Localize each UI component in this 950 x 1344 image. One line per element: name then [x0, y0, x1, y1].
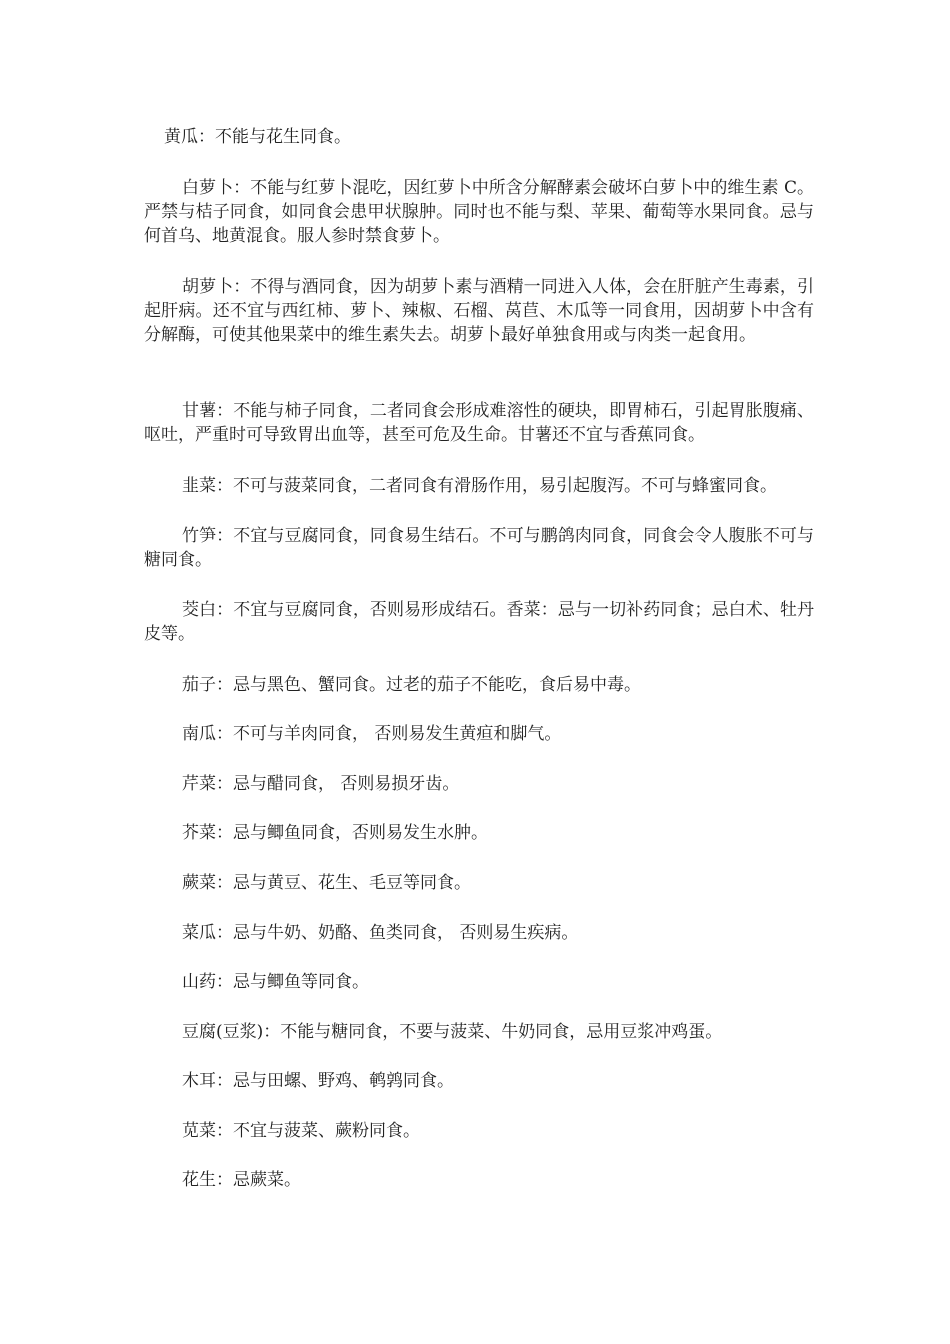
paragraph-mustard: 芥菜：忌与鲫鱼同食，否则易发生水肿。 [182, 823, 488, 843]
paragraph-water-bamboo: 茭白：不宜与豆腐同食，否则易形成结石。香菜：忌与一切补药同食；忌白术、牡丹皮等。 [144, 600, 814, 644]
paragraph-wood-ear: 木耳：忌与田螺、野鸡、鹌鹑同食。 [182, 1071, 454, 1091]
paragraph-bamboo-shoot: 竹笋：不宜与豆腐同食，同食易生结石。不可与鹏鸽肉同食，同食会令人腹胀不可与糖同食。 [144, 526, 814, 570]
paragraph-carrot: 胡萝卜：不得与酒同食，因为胡萝卜素与酒精一同进入人体，会在肝脏产生毒素，引起肝病。还不宜与西红柿、萝卜、辣椒、石榴、莴苣、木瓜等一同食用，因胡萝卜中含有分解酶，可使其他果菜中的维生素失去。胡萝卜最好单独食用或与肉类一起食用。 [144, 277, 814, 345]
paragraph-pumpkin: 南瓜：不可与羊肉同食， 否则易发生黄疸和脚气。 [182, 724, 562, 744]
paragraph-celery: 芹菜：忌与醋同食， 否则易损牙齿。 [182, 774, 460, 794]
paragraph-sweet-potato: 甘薯：不能与柿子同食，二者同食会形成难溶性的硬块，即胃柿石，引起胃胀腹痛、呕吐，严重时可导致胃出血等，甚至可危及生命。甘薯还不宜与香蕉同食。 [144, 401, 814, 445]
paragraph-yam: 山药：忌与鲫鱼等同食。 [182, 972, 369, 992]
paragraph-chive: 韭菜：不可与菠菜同食，二者同食有滑肠作用，易引起腹泻。不可与蜂蜜同食。 [182, 476, 777, 496]
paragraph-cucumber: 黄瓜：不能与花生同食。 [164, 127, 351, 147]
paragraph-peanut: 花生：忌蕨菜。 [182, 1170, 301, 1190]
paragraph-tofu: 豆腐(豆浆)：不能与糖同食，不要与菠菜、牛奶同食，忌用豆浆冲鸡蛋。 [182, 1022, 723, 1042]
paragraph-fern: 蕨菜：忌与黄豆、花生、毛豆等同食。 [182, 873, 471, 893]
paragraph-eggplant: 茄子：忌与黑色、蟹同食。过老的茄子不能吃，食后易中毒。 [182, 675, 641, 695]
paragraph-white-radish: 白萝卜：不能与红萝卜混吃，因红萝卜中所含分解酵素会破坏白萝卜中的维生素 C。严禁与桔子同食，如同食会患甲状腺肿。同时也不能与梨、苹果、葡萄等水果同食。忌与何首乌、地黄混食。服人参时禁食萝卜。 [144, 178, 814, 246]
paragraph-amaranth: 苋菜：不宜与菠菜、蕨粉同食。 [182, 1121, 420, 1141]
paragraph-melon: 菜瓜：忌与牛奶、奶酪、鱼类同食， 否则易生疾病。 [182, 923, 579, 943]
